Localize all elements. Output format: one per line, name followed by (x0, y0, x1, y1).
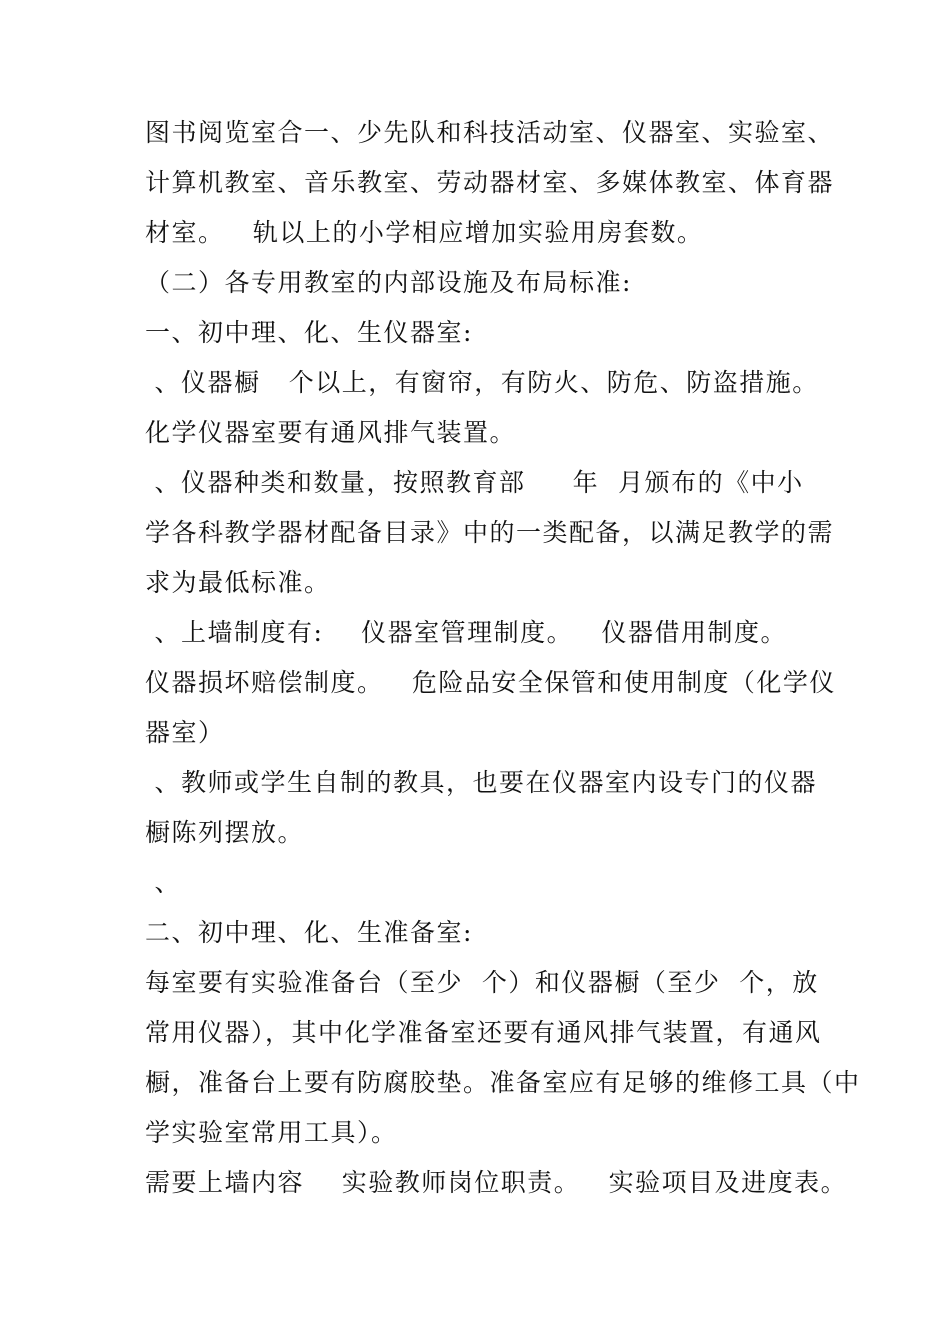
text-line: 、仪器橱 个以上，有窗帘，有防火、防危、防盗措施。 (145, 368, 819, 397)
subsection-heading: 二、初中理、化、生准备室: (145, 918, 473, 947)
text-line: 、上墙制度有: 仪器室管理制度。 仪器借用制度。 (145, 618, 787, 647)
text-line: 橱，准备台上要有防腐胶垫。准备室应有足够的维修工具（中 (145, 1068, 861, 1097)
text-line: 每室要有实验准备台（至少 个）和仪器橱（至少 个，放 (145, 968, 819, 997)
text-line: 学实验室常用工具）。 (145, 1118, 398, 1147)
text-line: 、 (145, 868, 181, 897)
text-line: 、仪器种类和数量，按照教育部 年 月颁布的《中小 (145, 468, 804, 497)
text-line: 学各科教学器材配备目录》中的一类配备，以满足教学的需 (145, 518, 835, 547)
text-line: 常用仪器），其中化学准备室还要有通风排气装置，有通风 (145, 1018, 822, 1047)
section-heading: （二）各专用教室的内部设施及布局标准: (145, 268, 632, 297)
text-line: 求为最低标准。 (145, 568, 331, 597)
text-line: 仪器损坏赔偿制度。 危险品安全保管和使用制度（化学仪 (145, 668, 836, 697)
text-line: 器室） (145, 718, 225, 747)
text-line: 、教师或学生自制的教具，也要在仪器室内设专门的仪器 (145, 768, 817, 797)
text-line: 化学仪器室要有通风排气装置。 (145, 418, 517, 447)
text-line: 橱陈列摆放。 (145, 818, 305, 847)
text-line: 材室。 轨以上的小学相应增加实验用房套数。 (145, 218, 704, 247)
text-line: 需要上墙内容 实验教师岗位职责。 实验项目及进度表。 (145, 1168, 848, 1197)
text-line: 图书阅览室合一、少先队和科技活动室、仪器室、实验室、 (145, 118, 835, 147)
text-line: 计算机教室、音乐教室、劳动器材室、多媒体教室、体育器 (145, 168, 835, 197)
subsection-heading: 一、初中理、化、生仪器室: (145, 318, 473, 347)
